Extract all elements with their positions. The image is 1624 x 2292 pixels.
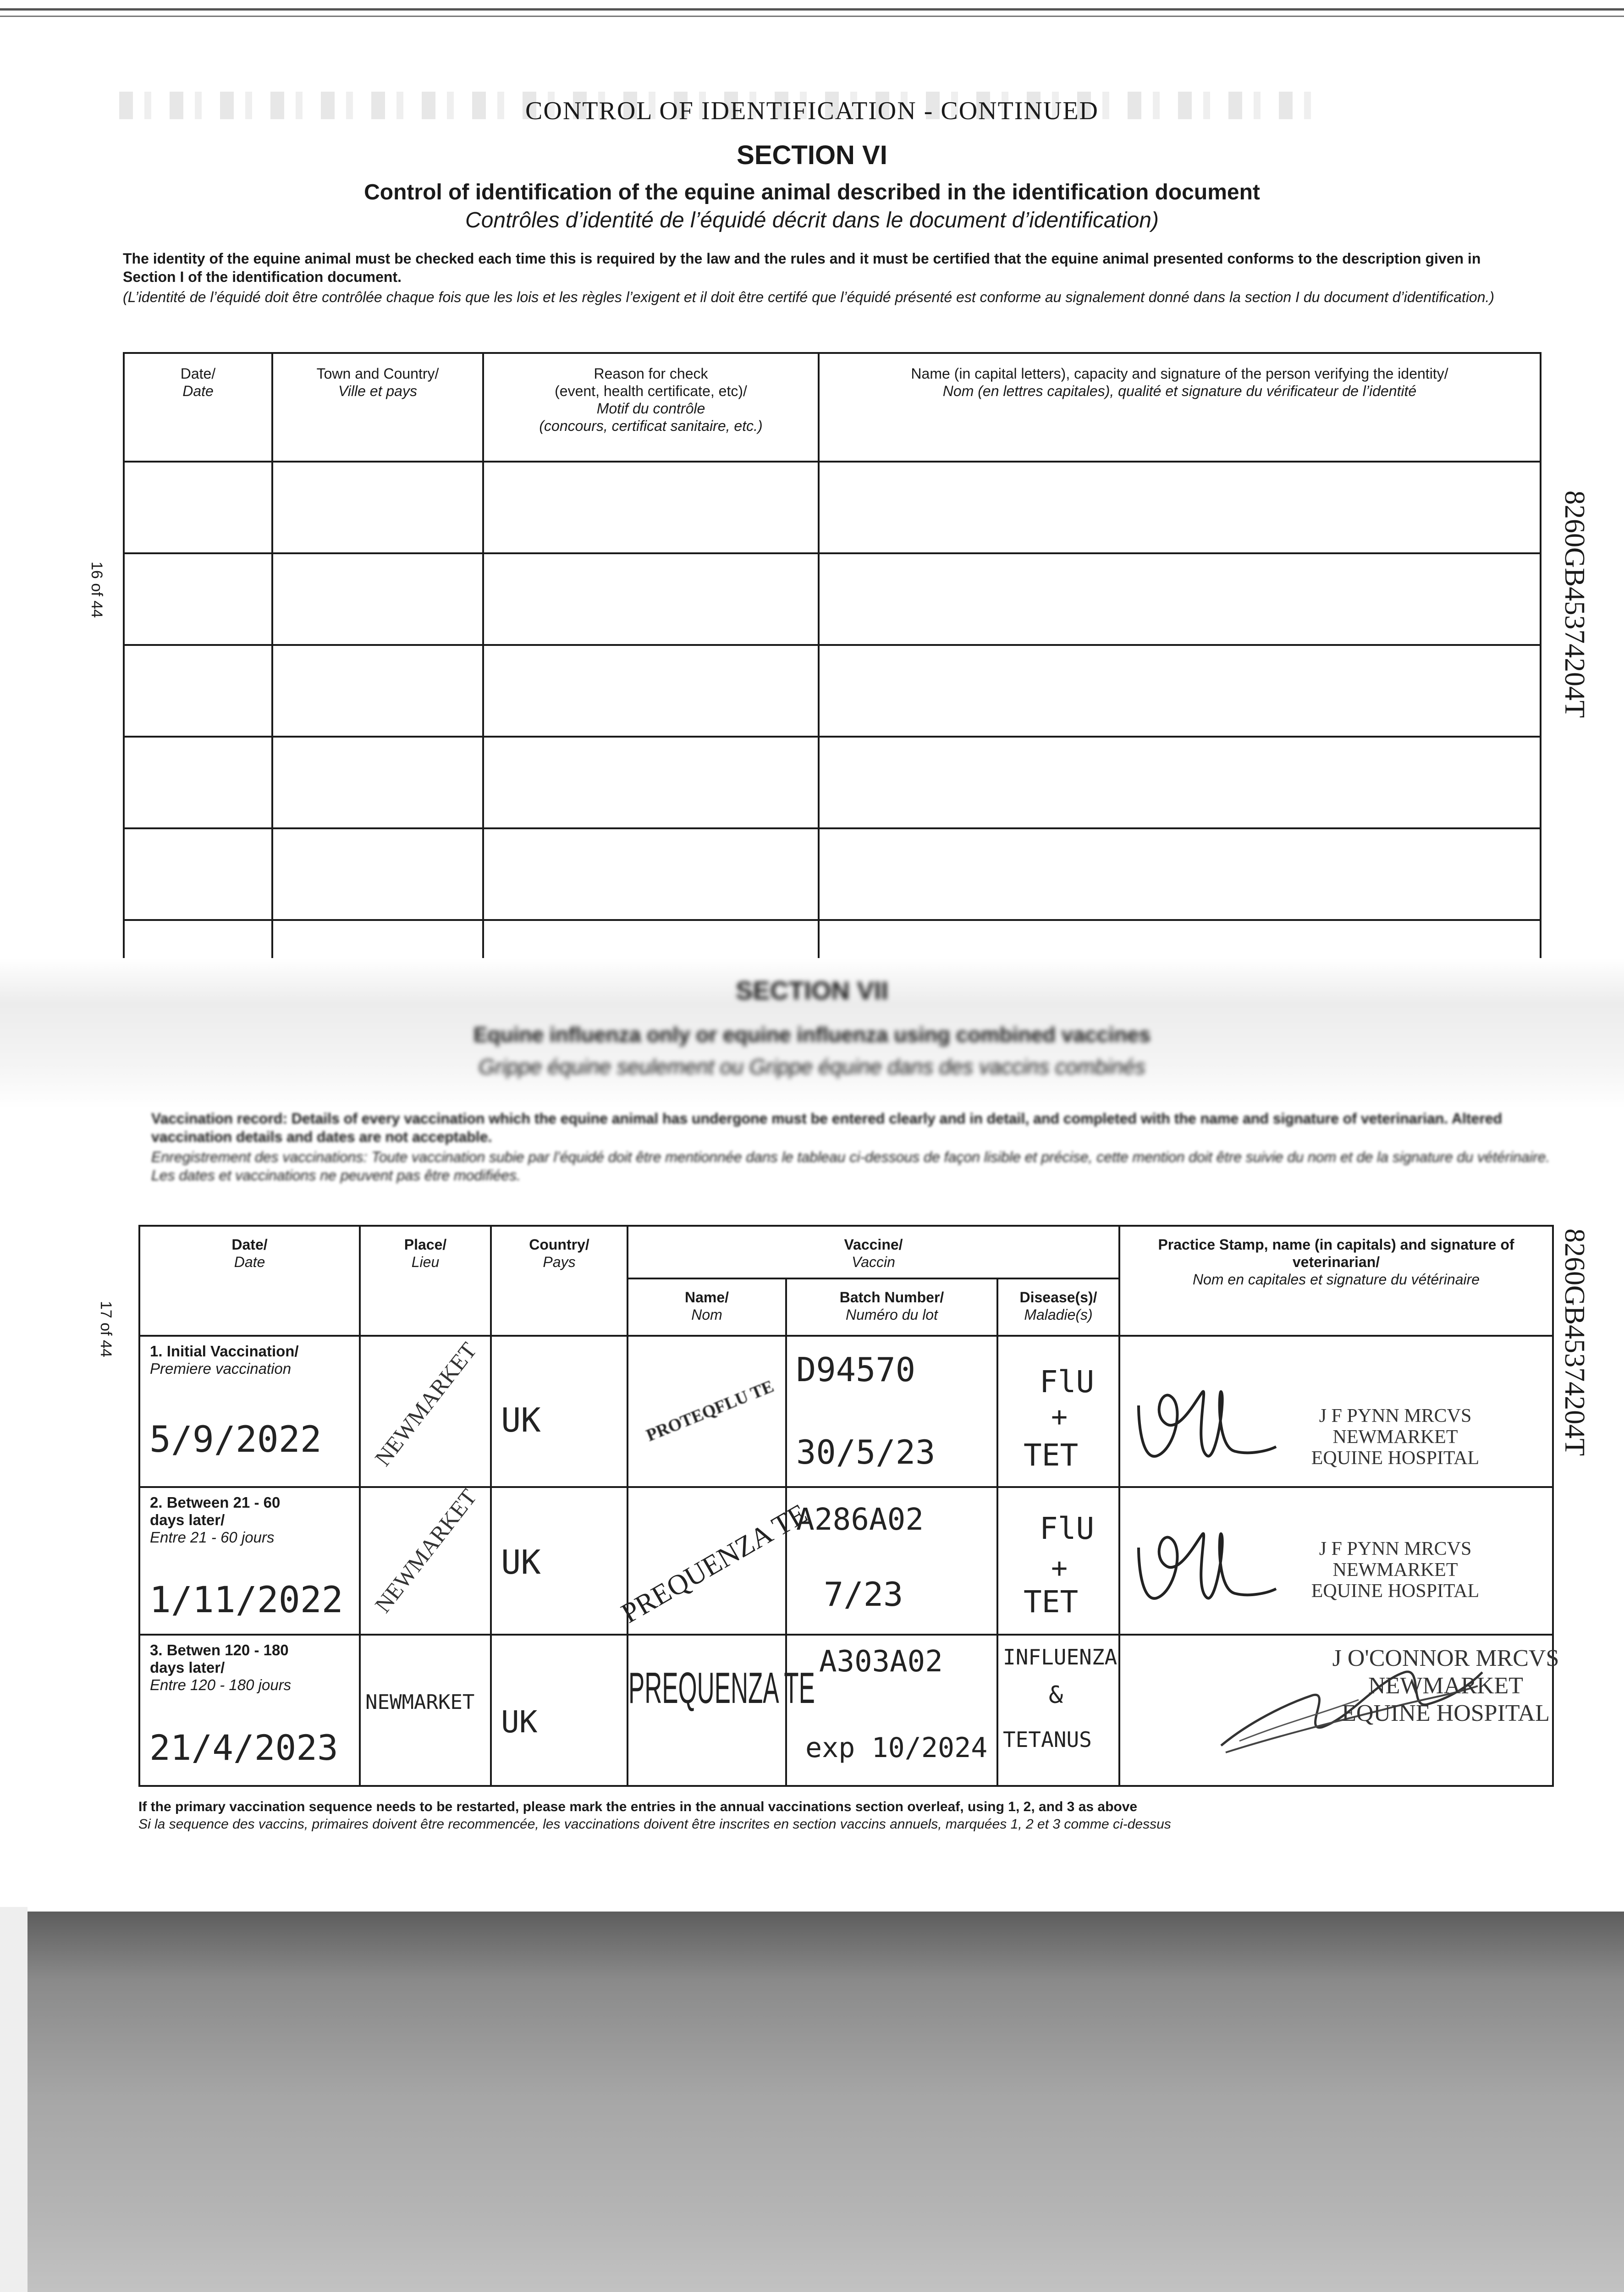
place-stamp: NEWMARKET — [369, 1337, 482, 1471]
vaccine-stamp: PREQUENZA TE — [628, 1664, 815, 1713]
column-header-town: Town and Country/ Ville et pays — [272, 353, 483, 462]
batch-cell[interactable] — [786, 1487, 997, 1635]
section7-title: SECTION VII — [736, 976, 888, 1005]
empty-cell[interactable] — [819, 737, 1541, 828]
handwritten-disease: INFLUENZA — [1003, 1645, 1118, 1669]
section-title-fr: Contrôles d’identité de l’équidé décrit dans le document d’identification) — [465, 208, 1159, 232]
handwritten-batch-expiry: 30/5/23 — [796, 1433, 936, 1471]
practice-stamp: J F PYNN MRCVS NEWMARKET EQUINE HOSPITAL — [1311, 1538, 1480, 1602]
vaccine-name-cell[interactable] — [628, 1336, 786, 1487]
country-cell[interactable] — [491, 1336, 628, 1487]
intro-en: The identity of the equine animal must be checked each time this is required by the law and the rules and it must be certified that the equine animal presented conforms to the description given in Section I of the identification document. — [123, 250, 1481, 285]
empty-cell[interactable] — [272, 645, 483, 737]
handwritten-country: UK — [501, 1401, 541, 1439]
handwritten-disease: TETANUS — [1003, 1727, 1092, 1752]
empty-cell[interactable] — [124, 462, 272, 553]
column-header-batch: Batch Number/ Numéro du lot — [786, 1278, 997, 1336]
vaccination-row — [139, 1336, 1553, 1487]
date-cell[interactable] — [139, 1635, 360, 1786]
empty-cell[interactable] — [272, 828, 483, 920]
date-cell[interactable] — [139, 1336, 360, 1487]
empty-cell[interactable] — [483, 462, 819, 553]
stage-label: 1. Initial Vaccination/ Premiere vaccination — [150, 1343, 299, 1377]
date-cell[interactable] — [139, 1487, 360, 1635]
handwritten-date: 5/9/2022 — [149, 1419, 322, 1460]
empty-cell[interactable] — [272, 553, 483, 645]
empty-cell[interactable] — [272, 737, 483, 828]
empty-cell[interactable] — [124, 737, 272, 828]
veterinarian-signature — [1129, 1515, 1281, 1616]
column-header-vaccine: Vaccine/ Vaccin — [628, 1226, 1119, 1278]
practice-stamp-cell[interactable] — [1119, 1487, 1553, 1635]
section7-subtitle-en: Equine influenza only or equine influenza using combined vaccines — [473, 1023, 1151, 1047]
vaccination-table — [138, 1225, 1559, 1787]
footnote-en: If the primary vaccination sequence needs to be restarted, please mark the entries in the annual vaccinations section overleaf, using 1, 2, and 3 as above — [138, 1799, 1138, 1814]
empty-cell[interactable] — [483, 553, 819, 645]
country-cell[interactable] — [491, 1487, 628, 1635]
veterinarian-signature — [1129, 1378, 1281, 1474]
table-row — [124, 645, 1541, 737]
handwritten-disease: TET — [1024, 1584, 1079, 1620]
handwritten-plus: & — [1049, 1681, 1063, 1709]
handwritten-batch: A286A02 — [796, 1502, 924, 1537]
empty-cell[interactable] — [483, 737, 819, 828]
document-code-top: 8260GB45374204T — [1559, 490, 1590, 718]
section7-subtitle-fr: Grippe équine seulement ou Grippe équine dans des vaccins combinés — [479, 1055, 1145, 1079]
handwritten-disease: FlU — [1040, 1364, 1095, 1399]
batch-cell[interactable] — [786, 1336, 997, 1487]
disease-cell[interactable] — [997, 1336, 1119, 1487]
scanner-shadow — [28, 1912, 1624, 2292]
scan-edge — [0, 1907, 28, 2292]
table-row — [124, 828, 1541, 920]
column-header-place: Place/ Lieu — [360, 1226, 491, 1336]
page-number-16: 16 of 44 — [88, 562, 105, 618]
disease-cell[interactable] — [997, 1487, 1119, 1635]
vaccination-record-en: Vaccination record: Details of every vaccination which the equine animal has undergone must be entered clearly and in detail, and completed with the name and signature of veterinarian. Altered vaccination details and dates are not acceptable. — [151, 1110, 1503, 1145]
handwritten-plus: + — [1051, 1552, 1068, 1584]
empty-cell[interactable] — [819, 828, 1541, 920]
footnote-fr: Si la sequence des vaccins, primaires doivent être recommencée, les vaccinations doivent être inscrites en section vaccins annuels, marquées 1, 2 et 3 comme ci-dessus — [138, 1817, 1171, 1832]
handwritten-place: NEWMARKET — [365, 1691, 475, 1714]
handwritten-date: 1/11/2022 — [149, 1580, 343, 1621]
stage-label: 2. Between 21 - 60 days later/ Entre 21 - 60 jours — [150, 1494, 281, 1546]
practice-stamp-cell[interactable] — [1119, 1336, 1553, 1487]
column-header-date: Date/ Date — [124, 353, 272, 462]
vaccine-label-sticker: PROTEQFLU TE — [643, 1377, 777, 1445]
scan-border-line — [0, 16, 1624, 17]
practice-stamp: J F PYNN MRCVS NEWMARKET EQUINE HOSPITAL — [1311, 1405, 1480, 1469]
place-cell[interactable] — [360, 1336, 491, 1487]
handwritten-batch: D94570 — [796, 1350, 916, 1389]
vaccine-name-cell[interactable] — [628, 1635, 815, 1786]
vaccine-stamp: PREQUENZA TE — [616, 1498, 813, 1630]
disease-cell[interactable] — [997, 1635, 1119, 1786]
empty-cell[interactable] — [819, 645, 1541, 737]
practice-stamp: J O'CONNOR MRCVS NEWMARKET EQUINE HOSPITAL — [1332, 1645, 1559, 1726]
place-cell[interactable] — [360, 1635, 491, 1786]
empty-cell[interactable] — [483, 645, 819, 737]
stage-label: 3. Betwen 120 - 180 days later/ Entre 120 - 180 jours — [150, 1642, 292, 1693]
place-cell[interactable] — [360, 1484, 491, 1635]
handwritten-disease: TET — [1024, 1438, 1079, 1473]
document-code-bottom: 8260GB45374204T — [1559, 1229, 1590, 1456]
identity-check-table — [123, 352, 1541, 1013]
empty-cell[interactable] — [819, 462, 1541, 553]
handwritten-plus: + — [1051, 1401, 1068, 1433]
empty-cell[interactable] — [819, 553, 1541, 645]
column-header-verifier: Name (in capital letters), capacity and signature of the person verifying the identity/ Nom (en lettres capitales), qualité et signature du vérificateur de l’identité — [819, 353, 1541, 462]
empty-cell[interactable] — [124, 553, 272, 645]
table-row — [124, 553, 1541, 645]
batch-cell[interactable] — [786, 1635, 997, 1786]
empty-cell[interactable] — [483, 828, 819, 920]
handwritten-batch: A303A02 — [819, 1645, 943, 1679]
practice-stamp-cell[interactable] — [1119, 1635, 1559, 1786]
section-label: SECTION VI — [737, 140, 887, 170]
handwritten-date: 21/4/2023 — [149, 1727, 338, 1768]
handwritten-country: UK — [501, 1543, 541, 1581]
column-header-disease: Disease(s)/ Maladie(s) — [997, 1278, 1119, 1336]
table-row — [124, 737, 1541, 828]
column-header-vaccine-name: Name/ Nom — [628, 1278, 786, 1336]
column-header-date: Date/ Date — [139, 1226, 360, 1336]
vaccination-row — [139, 1487, 1553, 1635]
column-header-reason: Reason for check (event, health certificate, etc)/ Motif du contrôle (concours, certificat sanitaire, etc.) — [483, 353, 819, 462]
column-header-country: Country/ Pays — [491, 1226, 628, 1336]
table-row — [124, 462, 1541, 553]
country-cell[interactable] — [491, 1635, 628, 1786]
empty-cell[interactable] — [124, 645, 272, 737]
empty-cell[interactable] — [272, 462, 483, 553]
empty-cell[interactable] — [124, 828, 272, 920]
vaccination-record-fr: Enregistrement des vaccinations: Toute vaccination subie par l’équidé doit être mentionnée dans le tableau ci-dessous de façon lisible et précise, cette mention doit être suivie du nom et de la signature du vétérinaire. Les dates et vaccinations ne peuvent pas être modifiées. — [151, 1149, 1550, 1184]
vaccination-row — [139, 1635, 1553, 1786]
section-title-en: Control of identification of the equine animal described in the identification document — [364, 180, 1260, 204]
handwritten-batch-expiry: 7/23 — [824, 1575, 903, 1614]
control-title: CONTROL OF IDENTIFICATION - CONTINUED — [525, 97, 1099, 125]
handwritten-disease: FlU — [1040, 1511, 1095, 1546]
scan-border-line — [0, 8, 1624, 11]
page-number-17: 17 of 44 — [97, 1301, 115, 1357]
place-stamp: NEWMARKET — [369, 1484, 482, 1618]
column-header-practice: Practice Stamp, name (in capitals) and signature of veterinarian/ Nom en capitales et signature du vétérinaire — [1119, 1226, 1553, 1336]
handwritten-batch-expiry: exp 10/2024 — [805, 1732, 988, 1764]
handwritten-country: UK — [501, 1704, 538, 1740]
intro-fr: (L’identité de l’équidé doit être contrôlée chaque fois que les lois et les règles l’exigent et il doit être certifé que l’équidé présenté est conforme au signalement donné dans la section I du document d’identification.) — [123, 289, 1495, 305]
vaccine-name-cell[interactable] — [616, 1487, 813, 1635]
